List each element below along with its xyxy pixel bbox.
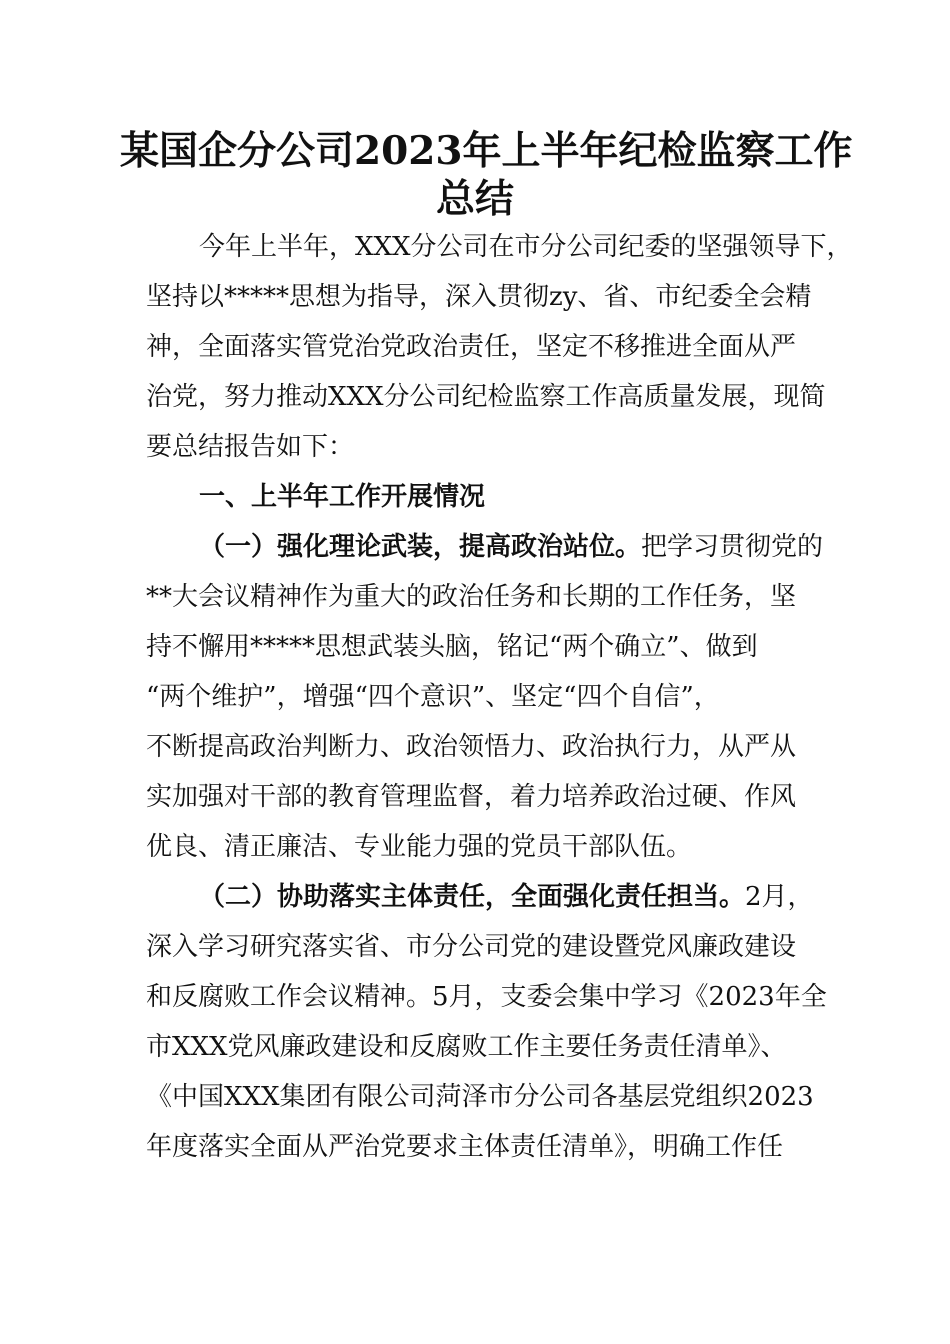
- item2-first-line: [146, 872, 814, 922]
- intro-line: 今年上半年，XXX分公司在市分公司纪委的坚强领导下，: [199, 232, 853, 262]
- item2-line: 深入学习研究落实省、市分公司党的建设暨党风廉政建设: [146, 932, 797, 962]
- intro-line: 神，全面落实管党治党政治责任，坚定不移推进全面从严: [146, 332, 797, 362]
- item1-text: 把学习贯彻党的: [641, 532, 824, 562]
- intro-line: 要总结报告如下：: [146, 432, 355, 462]
- item1-line: 实加强对干部的教育管理监督，着力培养政治过硬、作风: [146, 782, 797, 812]
- item1-line: 持不懈用*****思想武装头脑，铭记“两个确立”、做到: [146, 632, 758, 662]
- item1-line: 不断提高政治判断力、政治领悟力、政治执行力，从严从: [146, 732, 797, 762]
- item1-line: 优良、清正廉洁、专业能力强的党员干部队伍。: [146, 832, 693, 862]
- item1-line: “两个维护”，增强“四个意识”、坚定“四个自信”，: [146, 682, 720, 712]
- intro-line: 坚持以*****思想为指导，深入贯彻zy、省、市纪委全会精: [146, 282, 812, 312]
- item2-heading: （二）协助落实主体责任，全面强化责任担当。: [199, 882, 746, 912]
- document-title-line-1: 某国企分公司2023年上半年纪检监察工作: [120, 128, 853, 174]
- intro-line: 治党，努力推动XXX分公司纪检监察工作高质量发展，现简: [146, 382, 826, 412]
- document-body: [146, 222, 853, 1172]
- item2-line: 市XXX党风廉政建设和反腐败工作主要任务责任清单》、: [146, 1032, 787, 1062]
- item2-line: 《中国XXX集团有限公司菏泽市分公司各基层党组织2023: [146, 1082, 814, 1112]
- item2-line: 和反腐败工作会议精神。5月，支委会集中学习《2023年全: [146, 982, 827, 1012]
- section-heading: 一、上半年工作开展情况: [199, 482, 486, 512]
- item1-first-line: [146, 522, 824, 572]
- item1-heading: （一）强化理论武装，提高政治站位。: [199, 532, 642, 562]
- item2-line: 年度落实全面从严治党要求主体责任清单》，明确工作任: [146, 1132, 784, 1162]
- document-title-line-2: 总结: [435, 176, 514, 222]
- item1-line: **大会议精神作为重大的政治任务和长期的工作任务，坚: [146, 582, 797, 612]
- item2-text: 2月，: [745, 882, 814, 912]
